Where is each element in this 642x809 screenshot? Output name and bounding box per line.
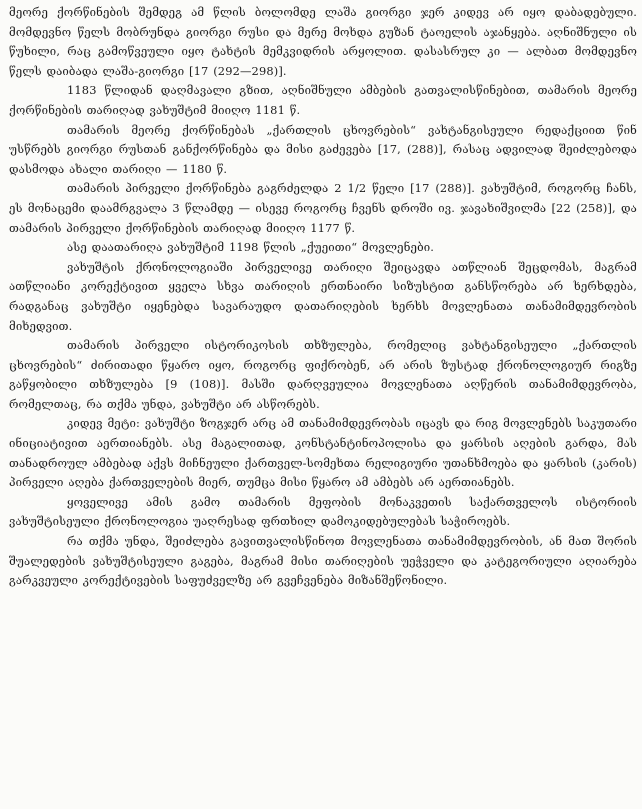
- paragraph-2: 1183 წლიდან დაღმავალი გზით, აღნიშნული ამბების გათვალისწინებით, თამარის მეორე ქორწინების თარიღად ვახუშტიმ მიიღო 1181 წ.: [9, 83, 637, 117]
- paragraph-5: ასე დაათარიღა ვახუშტიმ 1198 წლის „ქუეითი“ მოვლენები.: [67, 240, 435, 255]
- paragraph-9: ყოველივე ამის გამო თამარის მეფობის მონაკვეთის საქართველოს ისტორიის ვახუშტისეული ქრონოლოგია უაღრესად ფრთხილ დამოკიდებულებას საჭიროებს.: [9, 494, 637, 529]
- document-body: [9, 3, 637, 591]
- paragraph-1: მეორე ქორწინების შემდეგ ამ წლის ბოლომდე ლაშა გიორგი ჯერ კიდევ არ იყო დაბადებული. მომდევნო წელს მობრუნდა გიორგი რუსი და მერე მოხდა გუზან ტაოელის აჯანყება. აღნიშნული ის წუხილი, რაც გამოწვეული იყო ტახტის მემკვიდრის არყოლით. დასასრულ კი — ალბათ მომდევნო წელს დაიბადა ლაშა-გიორგი [17 (292—298)].: [9, 5, 637, 78]
- paragraph-3: თამარის მეორე ქორწინებას „ქართლის ცხოვრების“ ვახტანგისეული რედაქციით წინ უსწრებს გიორგი რუსთან განქორწინება და მისი გაძევება [17, (288)], რასაც ადვილად შეიძლებოდა დასმოდა ახალი თარიღი — 1180 წ.: [9, 122, 637, 176]
- paragraph-10: რა თქმა უნდა, შეიძლება გავითვალისწინოთ მოვლენათა თანამიმდევრობის, ან მათ შორის შუალედების ვახუშტისეული გაგება, მაგრამ მისი თარიღების უეჭველი და კატეგორიული აღიარება გარკვეული კორექტივების საფუძველზე არ გვეჩვენება მიზანშეწონილი.: [9, 534, 637, 588]
- paragraph-7: თამარის პირველი ისტორიკოსის თხზულება, რომელიც ვახტანგისეული „ქართლის ცხოვრების“ ძირითადი წყარო იყო, როგორც ფიქრობენ, არ არის ზუსტად ქრონოლოგიურ რიგზე გაწყობილი თხზულება [9 (108)]. მასში დარღვეულია მოვლენათა აღწერის თანამიმდევრობა, რომელთაც, რა თქმა უნდა, ვახუშტი არ ასწორებს.: [9, 338, 637, 411]
- paragraph-6: ვახუშტის ქრონოლოგიაში პირველივე თარიღი შეიცავდა ათწლიან შეცდომას, მაგრამ ათწლიანი კორექტივით ყველა სხვა თარიღის ერთნაირი სიზუსტით განსწორება არ ხერხდება, რადგანაც ვახუშტი იყენებდა სავარაუდო დათარიღების ხერხს მოვლენათა თანამიმდევრობის მიხედვით.: [9, 259, 637, 333]
- paragraph-8: კიდევ მეტი: ვახუშტი ზოგჯერ არც ამ თანამიმდევრობას იცავს და რიგ მოვლენებს საკუთარი ინიციატივით აერთიანებს. ასე მაგალითად, კონსტანტინოპოლისა და ყარსის აღების გარდა, მას თანადროულ ამბებად აქვს მიჩნეული ქართველ-სომეხთა რელიგიური უთანხმოება და ყარსის (კარის) პირველი აღება ქართველების მიერ, თუმცა მისი წყარო ამ ამბებს არ აერთიანებს.: [9, 416, 637, 490]
- paragraph-4: თამარის პირველი ქორწინება გაგრძელდა 2 1/2 წელი [17 (288)]. ვახუშტიმ, როგორც ჩანს, ეს მონაცემი დაამრგვალა 3 წლამდე — ისევე როგორც ჩვენს დროში ივ. ჯავახიშვილმა [22 (258)], და თამარის პირველი ქორწინების თარიღად მიიღო 1177 წ.: [9, 181, 637, 235]
